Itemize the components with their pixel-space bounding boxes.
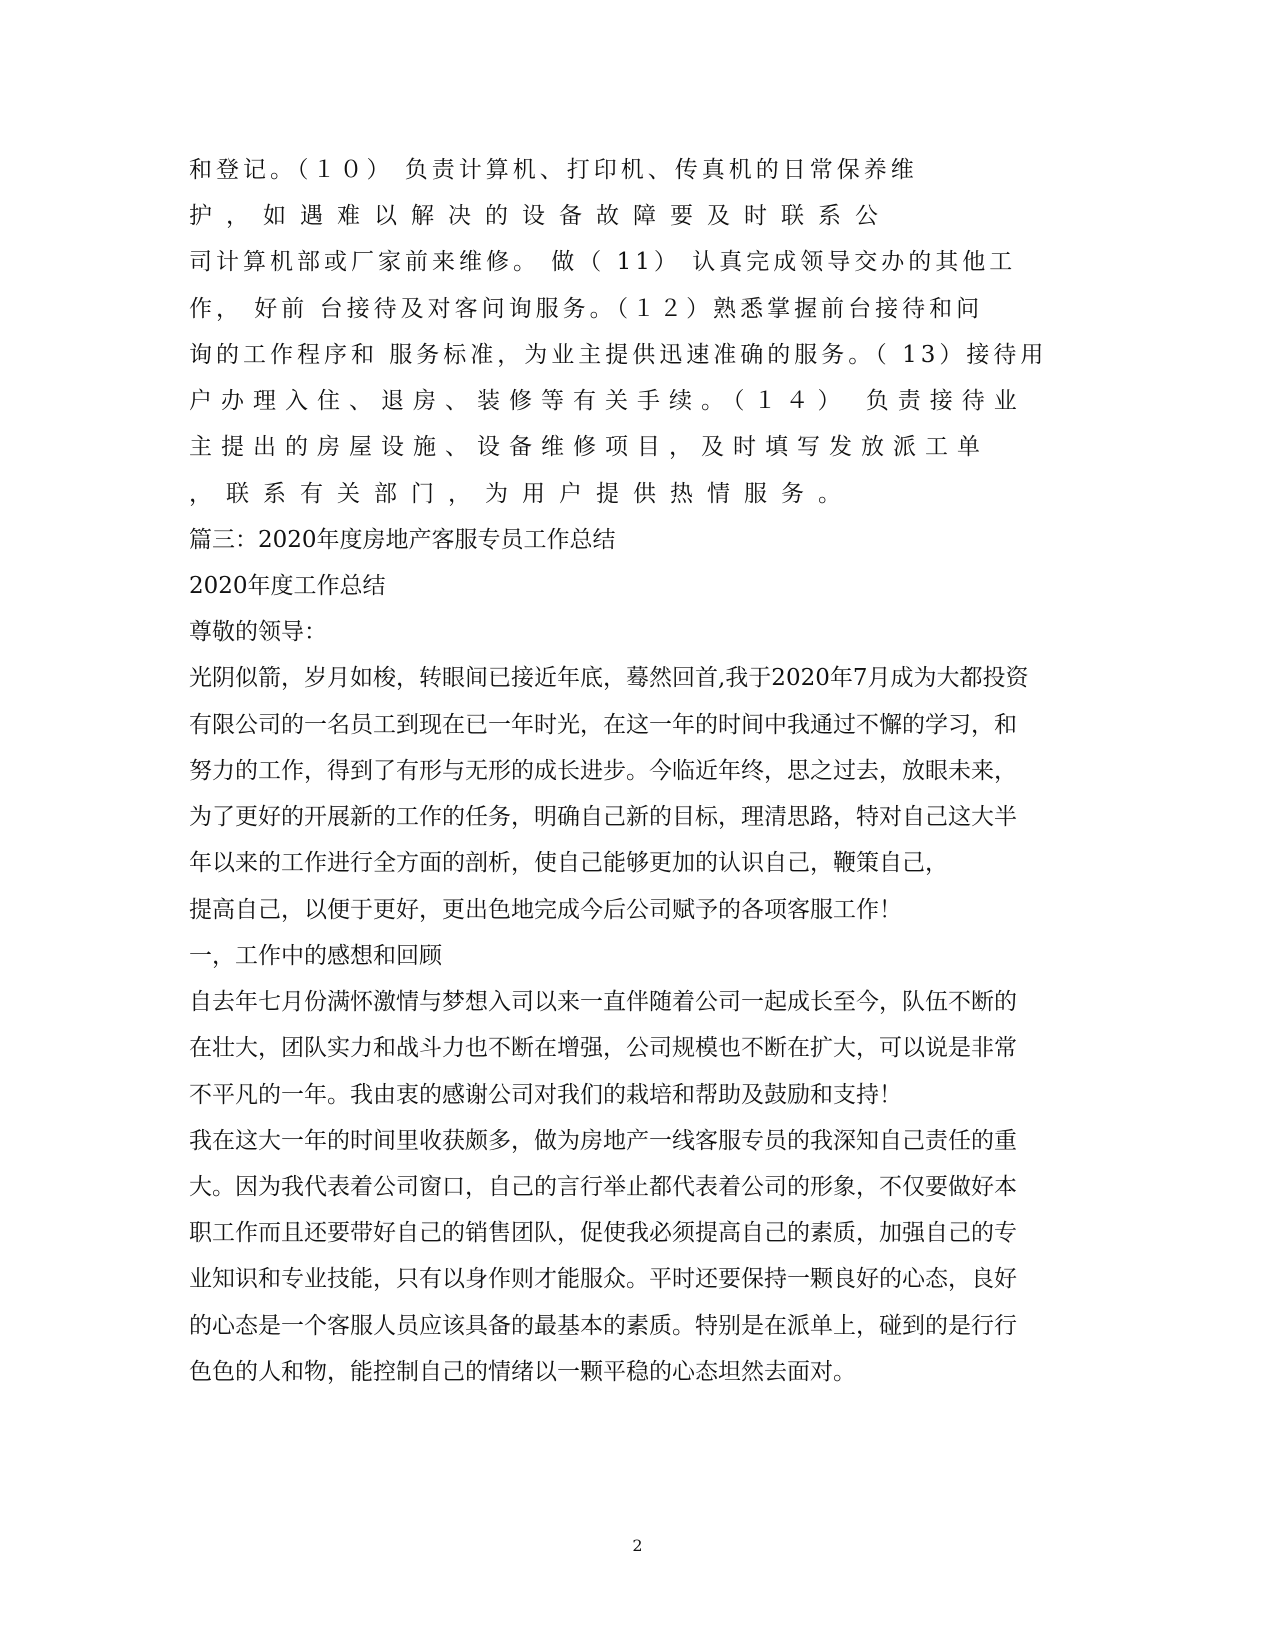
- section-heading: 一，工作中的感想和回顾: [189, 943, 442, 969]
- section-heading: 篇三：2020年度房地产客服专员工作总结: [189, 527, 616, 553]
- text-line: 年以来的工作进行全方面的剖析，使自己能够更加的认识自己，鞭策自己，: [189, 850, 948, 876]
- text-line: 作， 好前 台接待及对客问询服务。（１２）熟悉掌握前台接待和问: [189, 296, 984, 322]
- text-line: 主提出的房屋设施、设备维修项目，及时填写发放派工单: [189, 434, 989, 460]
- text-line: 自去年七月份满怀激情与梦想入司以来一直伴随着公司一起成长至今，队伍不断的: [189, 989, 1017, 1015]
- text-line: 户办理入住、退房、装修等有关手续。（１４） 负责接待业: [189, 388, 1026, 414]
- text-line: 业知识和专业技能，只有以身作则才能服众。平时还要保持一颗良好的心态，良好: [189, 1266, 1017, 1292]
- text-line: ，联系有关部门，为用户提供热情服务。: [189, 481, 855, 507]
- text-line: 职工作而且还要带好自己的销售团队，促使我必须提高自己的素质，加强自己的专: [189, 1220, 1017, 1246]
- text-line: 司计算机部或厂家前来维修。 做（ 11） 认真完成领导交办的其他工: [189, 249, 1017, 275]
- text-line: 提高自己，以便于更好，更出色地完成今后公司赋予的各项客服工作！: [189, 897, 902, 923]
- text-line: 护，如遇难以解决的设备故障要及时联系公: [189, 203, 892, 229]
- text-line: 的心态是一个客服人员应该具备的最基本的素质。特别是在派单上，碰到的是行行: [189, 1313, 1017, 1339]
- text-line: 为了更好的开展新的工作的任务，明确自己新的目标，理清思路，特对自己这大半: [189, 804, 1017, 830]
- text-line: 不平凡的一年。我由衷的感谢公司对我们的栽培和帮助及鼓励和支持！: [189, 1082, 902, 1108]
- text-line: 在壮大，团队实力和战斗力也不断在增强，公司规模也不断在扩大，可以说是非常: [189, 1035, 1017, 1061]
- text-line: 光阴似箭，岁月如梭，转眼间已接近年底，蓦然回首,我于2020年7月成为大都投资: [189, 665, 1029, 691]
- text-line: 努力的工作，得到了有形与无形的成长进步。今临近年终，思之过去，放眼未来，: [189, 758, 1017, 784]
- page-number: 2: [632, 1536, 643, 1555]
- salutation: 尊敬的领导：: [189, 619, 327, 645]
- text-line: 询的工作程序和 服务标准，为业主提供迅速准确的服务。（ 13）接待用: [189, 342, 1048, 368]
- text-line: 色色的人和物，能控制自己的情绪以一颗平稳的心态坦然去面对。: [189, 1359, 856, 1385]
- document-title: 2020年度工作总结: [189, 573, 386, 599]
- text-line: 有限公司的一名员工到现在已一年时光，在这一年的时间中我通过不懈的学习，和: [189, 712, 1017, 738]
- text-line: 大。因为我代表着公司窗口，自己的言行举止都代表着公司的形象，不仅要做好本: [189, 1174, 1017, 1200]
- text-line: 我在这大一年的时间里收获颇多，做为房地产一线客服专员的我深知自己责任的重: [189, 1128, 1017, 1154]
- text-line: 和登记。（１０） 负责计算机、打印机、传真机的日常保养维: [189, 157, 918, 183]
